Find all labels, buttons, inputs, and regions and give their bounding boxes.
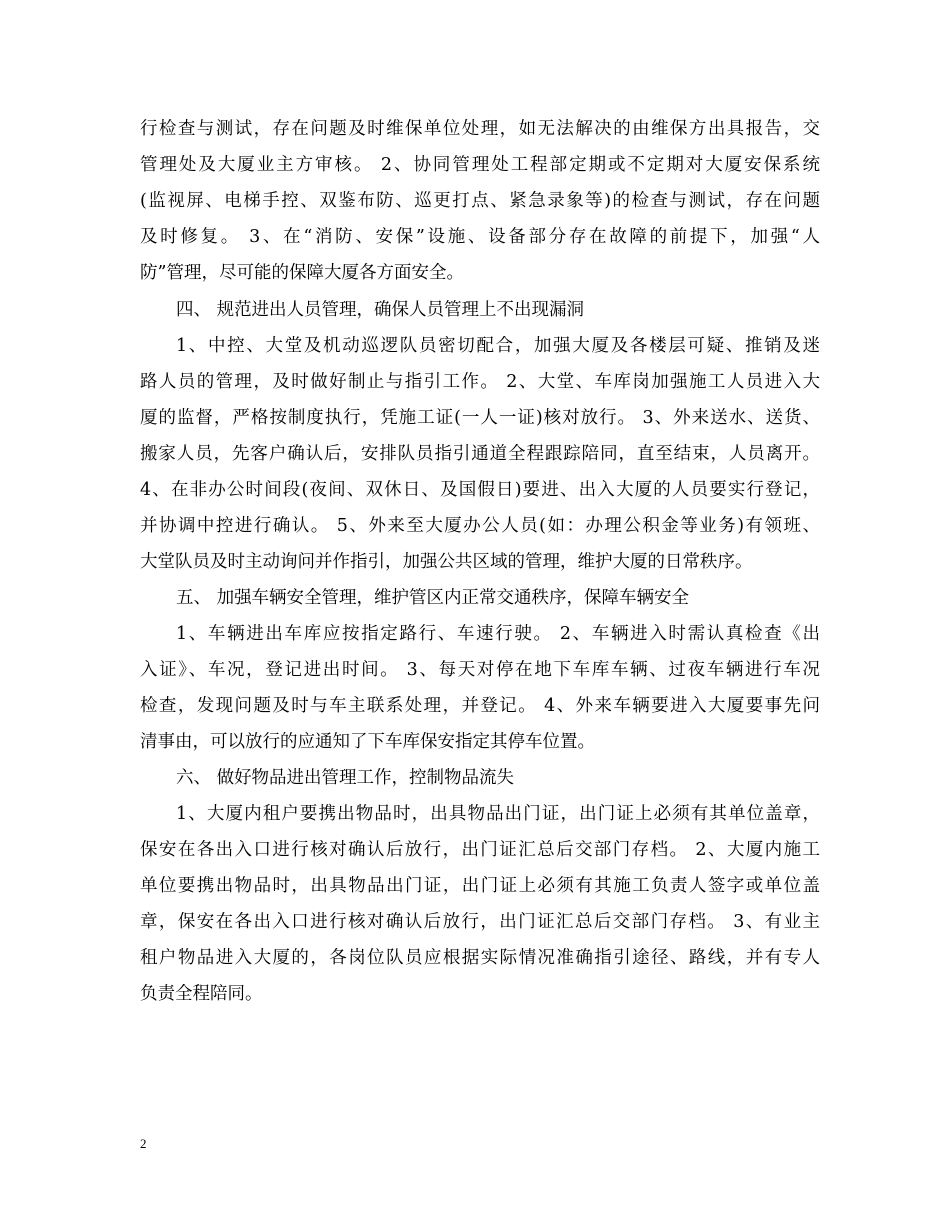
paragraph-line: 厦的监督，严格按制度执行，凭施工证(一人一证)核对放行。 3、外来送水、送货、 (140, 408, 820, 428)
paragraph-line: 路人员的管理，及时做好制止与指引工作。 2、大堂、车库岗加强施工人员进入大 (140, 372, 820, 392)
section-heading-6: 六、 做好物品进出管理工作，控制物品流失 (176, 768, 515, 788)
paragraph-line: 1、中控、大堂及机动巡逻队员密切配合，加强大厦及各楼层可疑、推销及迷 (176, 336, 820, 356)
paragraph-line: 4、在非办公时间段(夜间、双休日、及国假日)要进、出入大厦的人员要实行登记， (140, 480, 820, 500)
paragraph-line: 入证》、车况，登记进出时间。 3、每天对停在地下车库车辆、过夜车辆进行车况 (140, 660, 820, 680)
paragraph-line: 行检查与测试，存在问题及时维保单位处理，如无法解决的由维保方出具报告，交 (140, 119, 820, 139)
paragraph-line: (监视屏、电梯手控、双鉴布防、巡更打点、紧急录象等)的检查与测试，存在问题 (140, 191, 820, 211)
section-heading-4: 四、 规范进出人员管理，确保人员管理上不出现漏洞 (176, 300, 585, 320)
paragraph-line: 清事由，可以放行的应通知了下车库保安指定其停车位置。 (140, 732, 595, 752)
paragraph-line: 大堂队员及时主动询问并作指引，加强公共区域的管理，维护大厦的日常秩序。 (140, 552, 753, 572)
paragraph-line: 1、车辆进出车库应按指定路行、车速行驶。 2、车辆进入时需认真检查《出 (176, 624, 820, 644)
paragraph-line: 检查，发现问题及时与车主联系处理，并登记。 4、外来车辆要进入大厦要事先问 (140, 696, 820, 716)
paragraph-line: 保安在各出入口进行核对确认后放行，出门证汇总后交部门存档。 2、大厦内施工 (140, 840, 820, 860)
paragraph-line: 租户物品进入大厦的，各岗位队员应根据实际情况准确指引途径、路线，并有专人 (140, 948, 820, 968)
paragraph-line: 防”管理，尽可能的保障大厦各方面安全。 (140, 263, 464, 283)
paragraph-line: 并协调中控进行确认。 5、外来至大厦办公人员(如：办理公积金等业务)有领班、 (140, 516, 820, 536)
paragraph-line: 负责全程陪同。 (140, 984, 263, 1004)
paragraph-line: 管理处及大厦业主方审核。 2、协同管理处工程部定期或不定期对大厦安保系统 (140, 155, 820, 175)
paragraph-line: 搬家人员，先客户确认后，安排队员指引通道全程跟踪陪同，直至结束，人员离开。 (140, 444, 820, 464)
paragraph-line: 1、大厦内租户要携出物品时，出具物品出门证，出门证上必须有其单位盖章， (176, 804, 820, 824)
page-number: 2 (140, 1136, 147, 1151)
paragraph-line: 章，保安在各出入口进行核对确认后放行，出门证汇总后交部门存档。 3、有业主 (140, 912, 820, 932)
section-heading-5: 五、 加强车辆安全管理，维护管区内正常交通秩序，保障车辆安全 (176, 588, 690, 608)
paragraph-line: 及时修复。 3、在“消防、安保”设施、设备部分存在故障的前提下，加强“人 (140, 227, 820, 247)
paragraph-line: 单位要携出物品时，出具物品出门证，出门证上必须有其施工负责人签字或单位盖 (140, 876, 820, 896)
